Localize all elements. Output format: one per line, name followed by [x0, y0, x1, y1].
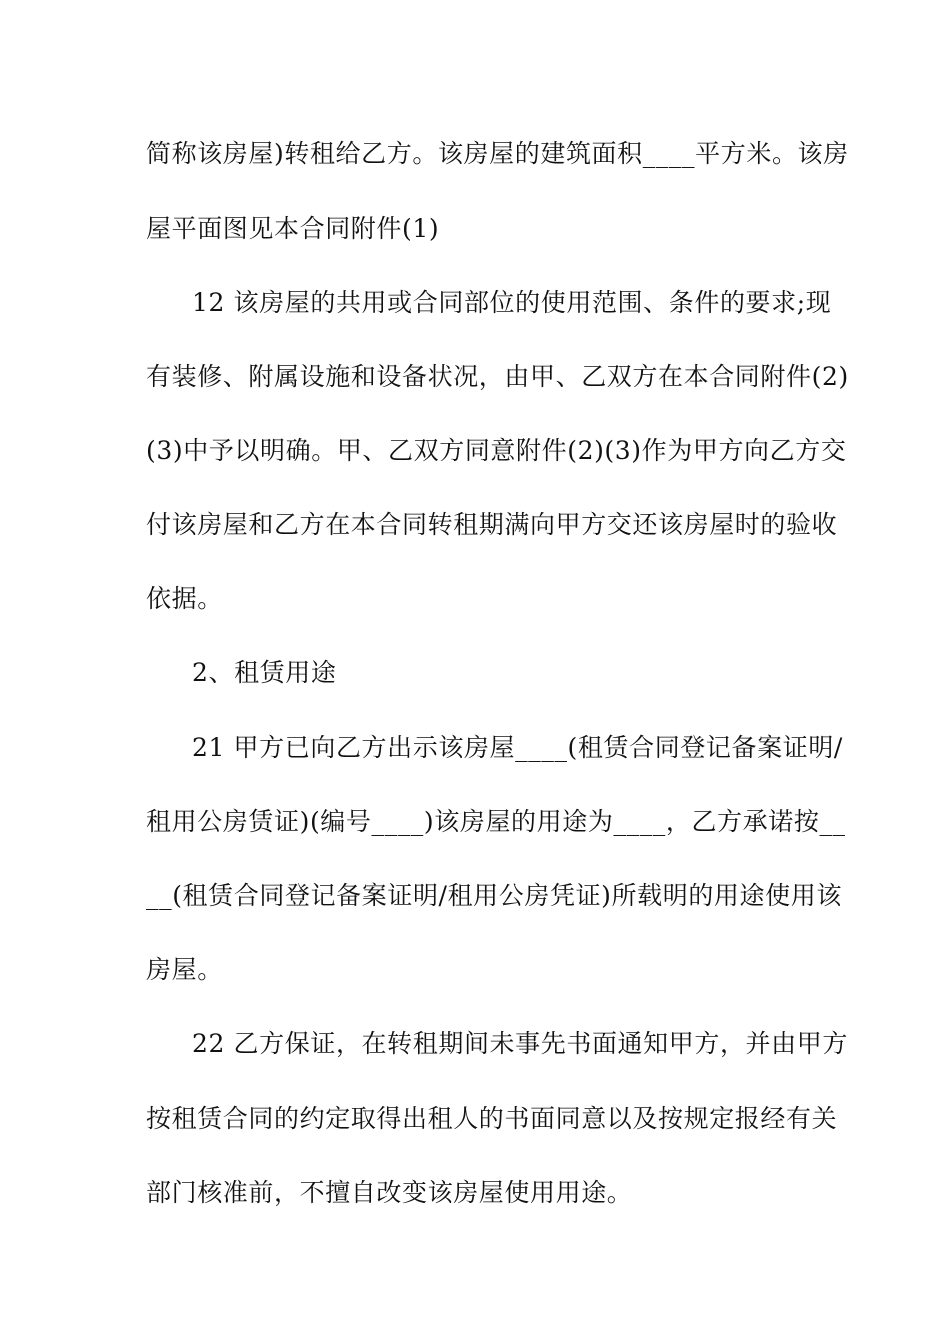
- text-line: (3)中予以明确。甲、乙双方同意附件(2)(3)作为甲方向乙方交: [146, 436, 847, 465]
- text-line: 部门核准前，不擅自改变该房屋使用用途。: [146, 1178, 633, 1207]
- text-line: 屋平面图见本合同附件(1): [146, 214, 440, 243]
- text-line: 依据。: [146, 584, 223, 613]
- paragraph-21-start: 21 甲方已向乙方出示该房屋____(租赁合同登记备案证明/: [192, 733, 843, 762]
- text-line: 房屋。: [146, 955, 223, 984]
- paragraph-22-start: 22 乙方保证，在转租期间未事先书面通知甲方，并由甲方: [192, 1029, 848, 1058]
- text-line: 付该房屋和乙方在本合同转租期满向甲方交还该房屋时的验收: [146, 510, 838, 539]
- text-line: 简称该房屋)转租给乙方。该房屋的建筑面积____平方米。该房: [146, 139, 849, 168]
- text-line: __(租赁合同登记备案证明/租用公房凭证)所载明的用途使用该: [146, 881, 842, 910]
- text-line: 租用公房赁证)(编号____)该房屋的用途为____，乙方承诺按__: [146, 807, 846, 836]
- text-line: 按租赁合同的约定取得出租人的书面同意以及按规定报经有关: [146, 1104, 838, 1133]
- paragraph-12-start: 12 该房屋的共用或合同部位的使用范围、条件的要求;现: [192, 288, 832, 317]
- text-line: 有装修、附属设施和设备状况，由甲、乙双方在本合同附件(2): [146, 362, 849, 391]
- section-heading-rental-use: 2、租赁用途: [192, 658, 337, 687]
